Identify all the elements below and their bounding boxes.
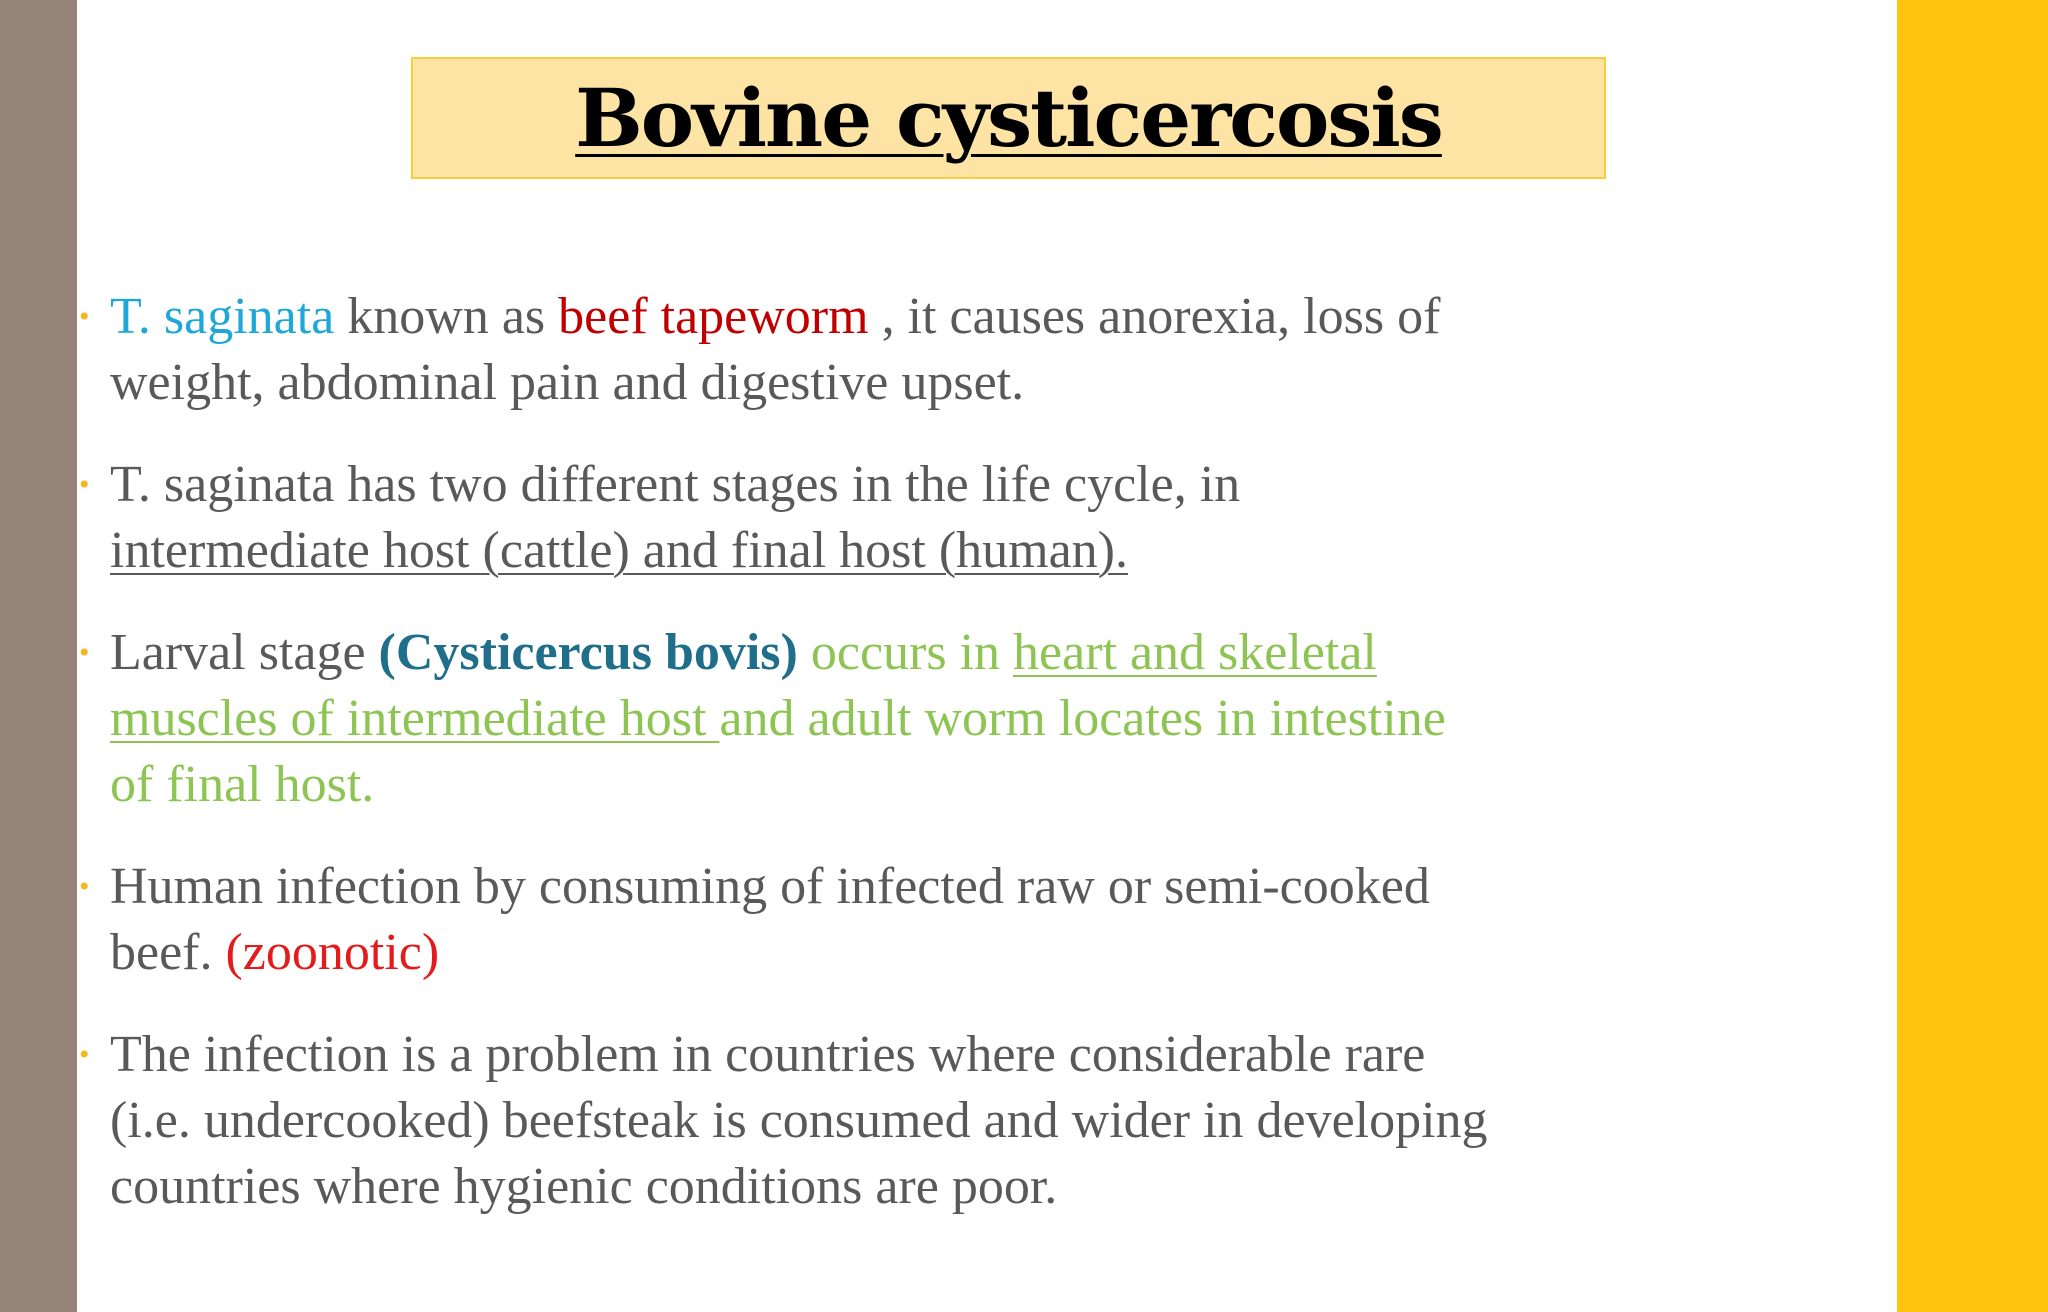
bullet-list (77, 284, 1892, 1256)
text-line (110, 350, 1892, 416)
underlined-text: muscles of intermediate host (110, 690, 720, 747)
bullet-icon: • (79, 870, 90, 903)
bullet-icon: • (79, 636, 90, 669)
larval-name: (Cysticercus bovis) (378, 624, 798, 681)
text-run: occurs in (797, 624, 1014, 681)
bullet-item-3 (77, 620, 1892, 818)
bullet-icon: • (79, 1038, 90, 1071)
text-run: of final host. (110, 756, 375, 813)
bullet-item-2 (77, 452, 1892, 584)
left-accent-bar (0, 0, 77, 1312)
text-line (110, 686, 1892, 752)
text-run: (i.e. undercooked) beefsteak is consumed and wider in developing (110, 1092, 1488, 1149)
underlined-text: heart and skeletal (1013, 624, 1377, 681)
species-name: T. saginata (110, 288, 335, 345)
bullet-icon: • (79, 468, 90, 501)
bullet-icon: • (79, 300, 90, 333)
zoonotic-label: (zoonotic) (225, 924, 440, 981)
text-line (110, 452, 1892, 518)
right-accent-bar (1897, 0, 2048, 1312)
text-run: known as (334, 288, 559, 345)
text-run: beef. (110, 924, 226, 981)
text-run: weight, abdominal pain and digestive upset. (110, 354, 1025, 411)
common-name: beef tapeworm (558, 288, 869, 345)
text-run: The infection is a problem in countries where considerable rare (110, 1026, 1426, 1083)
text-line (110, 920, 1892, 986)
text-line (110, 284, 1892, 350)
text-line (110, 752, 1892, 818)
text-line (110, 1154, 1892, 1220)
text-run: T. saginata has two different stages in the life cycle, in (110, 456, 1241, 513)
text-line (110, 854, 1892, 920)
text-line (110, 1022, 1892, 1088)
title-box (411, 57, 1606, 179)
text-run: countries where hygienic conditions are poor. (110, 1158, 1058, 1215)
bullet-item-5 (77, 1022, 1892, 1220)
slide-title: Bovine cysticercosis (575, 71, 1442, 165)
text-run: and adult worm locates in intestine (719, 690, 1446, 747)
text-line (110, 1088, 1892, 1154)
bullet-item-1 (77, 284, 1892, 416)
text-line (110, 518, 1892, 584)
underlined-text: intermediate host (cattle) and final host (human). (110, 522, 1128, 579)
bullet-item-4 (77, 854, 1892, 986)
text-run: Larval stage (110, 624, 379, 681)
text-run: Human infection by consuming of infected raw or semi-cooked (110, 858, 1430, 915)
text-line (110, 620, 1892, 686)
text-run: , it causes anorexia, loss of (868, 288, 1441, 345)
